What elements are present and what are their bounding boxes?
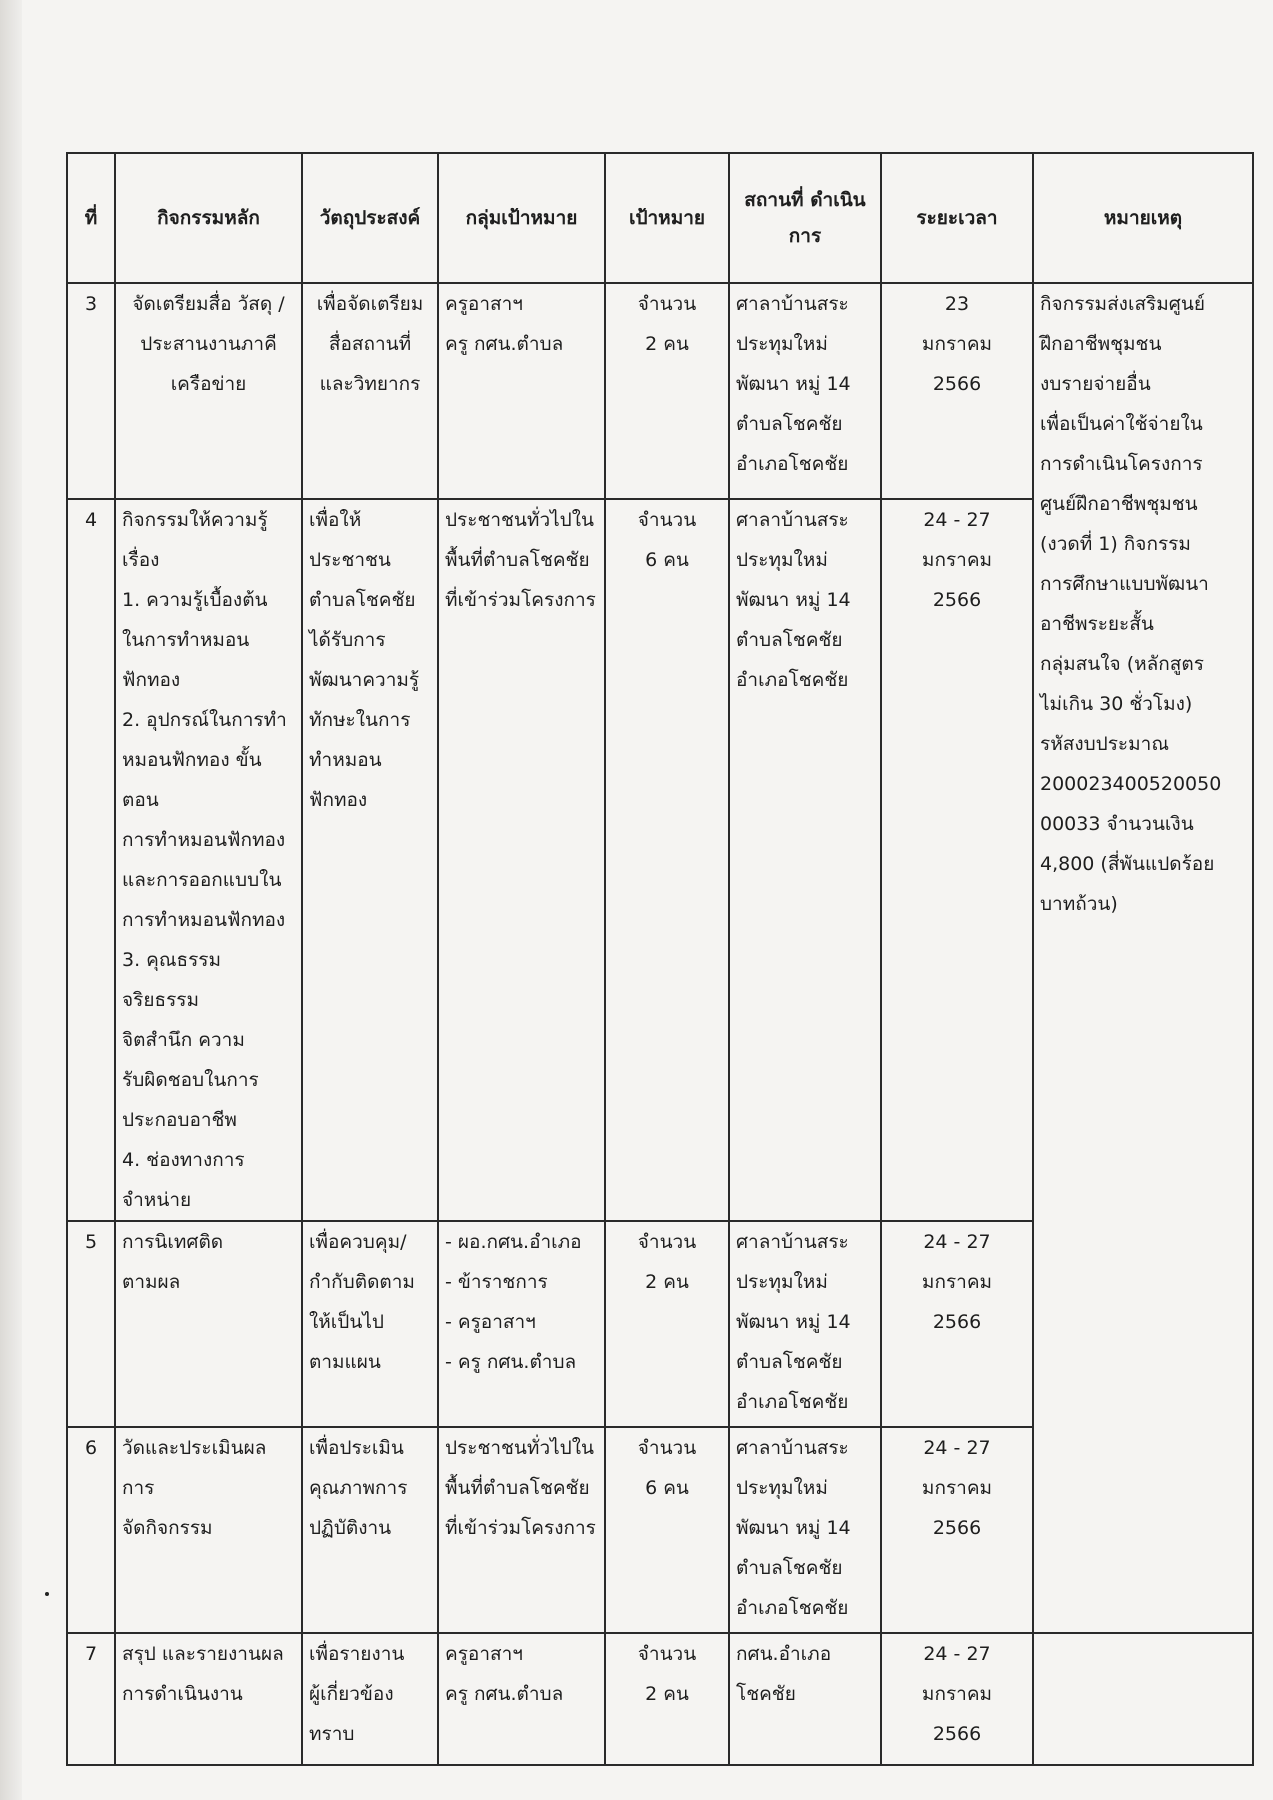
table-header-row [67, 153, 1253, 283]
text-line: จัดกิจกรรม [122, 1517, 213, 1539]
period-cell [881, 283, 1033, 499]
text-line: เพื่อควบคุม/ [309, 1231, 407, 1253]
text-line: 2566 [932, 1723, 982, 1745]
text-line: ครู กศน.ตำบล [445, 1683, 564, 1705]
stray-ink-dot [45, 1592, 49, 1596]
text-line: พื้นที่ตำบลโชคชัย [445, 549, 590, 571]
activity-plan-table [66, 152, 1254, 1766]
location-cell [729, 499, 881, 1221]
objective-cell [302, 499, 438, 1221]
header-target: เป้าหมาย [605, 153, 729, 283]
row-number: 5 [67, 1221, 115, 1427]
text-line: เพื่อประเมิน [309, 1437, 404, 1459]
text-line: ปฏิบัติงาน [309, 1517, 392, 1539]
target-cell [605, 1633, 729, 1765]
header-remark: หมายเหตุ [1033, 153, 1253, 283]
text-line: รับผิดชอบในการ [122, 1069, 259, 1091]
text-line: ประทุมใหม่ [736, 333, 828, 355]
text-line: 00033 จำนวนเงิน [1040, 813, 1194, 835]
scan-edge-shadow [0, 0, 22, 1800]
text-line: 2 คน [645, 1271, 689, 1293]
target-cell [605, 1221, 729, 1427]
text-line: - ครู กศน.ตำบล [445, 1351, 577, 1373]
text-line: ครูอาสาฯ [445, 293, 523, 315]
period-cell [881, 499, 1033, 1221]
target-group-cell [438, 1427, 605, 1633]
objective-cell [302, 283, 438, 499]
text-line: เพื่อจัดเตรียม [316, 293, 424, 315]
text-line: และวิทยากร [319, 373, 421, 395]
row-number: 6 [67, 1427, 115, 1633]
text-line: ประกอบอาชีพ [122, 1109, 237, 1131]
text-line: โชคชัย [736, 1683, 796, 1705]
text-line: บาทถ้วน) [1040, 893, 1118, 915]
text-line: 2566 [932, 1517, 982, 1539]
text-line: ประชาชนทั่วไปใน [445, 1437, 594, 1459]
text-line: ตำบลโชคชัย [736, 629, 843, 651]
text-line: อาชีพระยะสั้น [1040, 613, 1154, 635]
text-line: อำเภอโชคชัย [736, 453, 849, 475]
text-line: ศาลาบ้านสระ [736, 1437, 849, 1459]
text-line: การดำเนินโครงการ [1040, 453, 1203, 475]
text-line: ศาลาบ้านสระ [736, 509, 849, 531]
text-line: - ครูอาสาฯ [445, 1311, 536, 1333]
text-line: จำนวน [637, 293, 697, 315]
target-cell [605, 1427, 729, 1633]
text-line: ตำบลโชคชัย [736, 1351, 843, 1373]
target-group-cell [438, 1633, 605, 1765]
header-objective: วัตถุประสงค์ [302, 153, 438, 283]
text-line: จำหน่าย [122, 1189, 192, 1211]
text-line: จำนวน [637, 509, 697, 531]
text-line: วัดและประเมินผลการ [122, 1437, 267, 1499]
text-line: จิตสำนึก ความ [122, 1029, 245, 1051]
text-line: 2566 [932, 373, 982, 395]
text-line: 4. ช่องทางการ [122, 1149, 245, 1171]
text-line: 2 คน [645, 1683, 689, 1705]
text-line: ฟักทอง [122, 669, 181, 691]
text-line: ประทุมใหม่ [736, 549, 828, 571]
text-line: กิจกรรมส่งเสริมศูนย์ [1040, 293, 1205, 315]
text-line: ครูอาสาฯ [445, 1643, 523, 1665]
text-line: ตำบลโชคชัย [736, 1557, 843, 1579]
target-group-cell [438, 283, 605, 499]
text-line: 24 - 27 [923, 1643, 991, 1665]
row-number: 3 [67, 283, 115, 499]
period-cell [881, 1221, 1033, 1427]
text-line: เพื่อเป็นค่าใช้จ่ายใน [1040, 413, 1203, 435]
text-line: พัฒนา หมู่ 14 [736, 1517, 851, 1539]
activity-cell [115, 1221, 302, 1427]
text-line: ประสานงานภาคี [140, 333, 277, 355]
text-line: จัดเตรียมสื่อ วัสดุ / [132, 293, 285, 315]
location-cell [729, 283, 881, 499]
text-line: พัฒนา หมู่ 14 [736, 1311, 851, 1333]
text-line: 24 - 27 [923, 509, 991, 531]
row-number: 7 [67, 1633, 115, 1765]
activity-cell [115, 499, 302, 1221]
text-line: ผู้เกี่ยวข้อง [309, 1683, 394, 1705]
text-line: กำกับติดตาม [309, 1271, 415, 1293]
text-line: ครู กศน.ตำบล [445, 333, 564, 355]
text-line: หมอนฟักทอง ขั้นตอน [122, 749, 262, 811]
text-line: - ผอ.กศน.อำเภอ [445, 1231, 582, 1253]
text-line: - ข้าราชการ [445, 1271, 548, 1293]
text-line: (งวดที่ 1) กิจกรรม [1040, 533, 1191, 555]
remark-cell-empty [1033, 1633, 1253, 1765]
text-line: การนิเทศติด [122, 1231, 224, 1253]
objective-cell [302, 1427, 438, 1633]
text-line: อำเภอโชคชัย [736, 1597, 849, 1619]
text-line: ที่เข้าร่วมโครงการ [445, 1517, 596, 1539]
text-line: จำนวน [637, 1643, 697, 1665]
text-line: พัฒนา หมู่ 14 [736, 589, 851, 611]
text-line: ทักษะในการ [309, 709, 411, 731]
activity-cell [115, 283, 302, 499]
header-target-group: กลุ่มเป้าหมาย [438, 153, 605, 283]
text-line: สรุป และรายงานผล [122, 1643, 284, 1665]
table-row [67, 283, 1253, 499]
text-line: มกราคม [921, 1477, 993, 1499]
header-location: สถานที่ ดำเนินการ [729, 153, 881, 283]
text-line: ประทุมใหม่ [736, 1477, 828, 1499]
text-line: การดำเนินงาน [122, 1683, 243, 1705]
text-line: พัฒนา หมู่ 14 [736, 373, 851, 395]
text-line: การศึกษาแบบพัฒนา [1040, 573, 1209, 595]
text-line: มกราคม [921, 549, 993, 571]
text-line: เพื่อให้ [309, 509, 362, 531]
text-line: ตามแผน [309, 1351, 381, 1373]
text-line: ประทุมใหม่ [736, 1271, 828, 1293]
text-line: ทราบ [309, 1723, 355, 1745]
text-line: ตำบลโชคชัย [309, 589, 416, 611]
text-line: ศาลาบ้านสระ [736, 1231, 849, 1253]
text-line: พื้นที่ตำบลโชคชัย [445, 1477, 590, 1499]
text-line: 3. คุณธรรมจริยธรรม [122, 949, 222, 1011]
text-line: อำเภอโชคชัย [736, 1391, 849, 1413]
text-line: 6 คน [645, 1477, 689, 1499]
text-line: มกราคม [921, 1271, 993, 1293]
text-line: และการออกแบบใน [122, 869, 282, 891]
text-line: ทำหมอน [309, 749, 382, 771]
text-line: การทำหมอนฟักทอง [122, 909, 286, 931]
text-line: 200023400520050 [1040, 773, 1222, 795]
location-cell [729, 1427, 881, 1633]
text-line: ศาลาบ้านสระ [736, 293, 849, 315]
text-line: 4,800 (สี่พันแปดร้อย [1040, 853, 1215, 875]
period-cell [881, 1427, 1033, 1633]
text-line: เครือข่าย [170, 373, 247, 395]
text-line: กลุ่มสนใจ (หลักสูตร [1040, 653, 1204, 675]
text-line: ศูนย์ฝึกอาชีพชุมชน [1040, 493, 1198, 515]
text-line: 1. ความรู้เบื้องต้น [122, 589, 268, 611]
text-line: ฝึกอาชีพชุมชน [1040, 333, 1162, 355]
objective-cell [302, 1221, 438, 1427]
target-cell [605, 499, 729, 1221]
target-cell [605, 283, 729, 499]
text-line: ให้เป็นไป [309, 1311, 384, 1333]
period-cell [881, 1633, 1033, 1765]
objective-cell [302, 1633, 438, 1765]
text-line: 24 - 27 [923, 1231, 991, 1253]
table-row [67, 1633, 1253, 1765]
text-line: 6 คน [645, 549, 689, 571]
text-line: งบรายจ่ายอื่น [1040, 373, 1151, 395]
row-number: 4 [67, 499, 115, 1221]
text-line: ประชาชน [309, 549, 391, 571]
text-line: 2 คน [645, 333, 689, 355]
text-line: 2. อุปกรณ์ในการทำ [122, 709, 287, 731]
remark-cell [1033, 283, 1253, 1633]
text-line: พัฒนาความรู้ [309, 669, 420, 691]
location-cell [729, 1633, 881, 1765]
header-no: ที่ [67, 153, 115, 283]
location-cell [729, 1221, 881, 1427]
activity-cell [115, 1633, 302, 1765]
text-line: ประชาชนทั่วไปใน [445, 509, 594, 531]
activity-cell [115, 1427, 302, 1633]
text-line: มกราคม [921, 333, 993, 355]
text-line: 2566 [932, 589, 982, 611]
text-line: กศน.อำเภอ [736, 1643, 832, 1665]
target-group-cell [438, 1221, 605, 1427]
text-line: 24 - 27 [923, 1437, 991, 1459]
text-line: ฟักทอง [309, 789, 368, 811]
text-line: 23 [944, 293, 970, 315]
text-line: ไม่เกิน 30 ชั่วโมง) [1040, 693, 1193, 715]
text-line: ที่เข้าร่วมโครงการ [445, 589, 596, 611]
text-line: กิจกรรมให้ความรู้เรื่อง [122, 509, 268, 571]
text-line: คุณภาพการ [309, 1477, 408, 1499]
text-line: อำเภอโชคชัย [736, 669, 849, 691]
text-line: ตำบลโชคชัย [736, 413, 843, 435]
text-line: สื่อสถานที่ [328, 333, 412, 355]
text-line: เพื่อรายงาน [309, 1643, 405, 1665]
text-line: ตามผล [122, 1271, 181, 1293]
target-group-cell [438, 499, 605, 1221]
header-period: ระยะเวลา [881, 153, 1033, 283]
text-line: ได้รับการ [309, 629, 386, 651]
text-line: จำนวน [637, 1231, 697, 1253]
text-line: จำนวน [637, 1437, 697, 1459]
text-line: รหัสงบประมาณ [1040, 733, 1169, 755]
header-main-activity: กิจกรรมหลัก [115, 153, 302, 283]
text-line: 2566 [932, 1311, 982, 1333]
text-line: การทำหมอนฟักทอง [122, 829, 286, 851]
text-line: ในการทำหมอน [122, 629, 250, 651]
text-line: มกราคม [921, 1683, 993, 1705]
